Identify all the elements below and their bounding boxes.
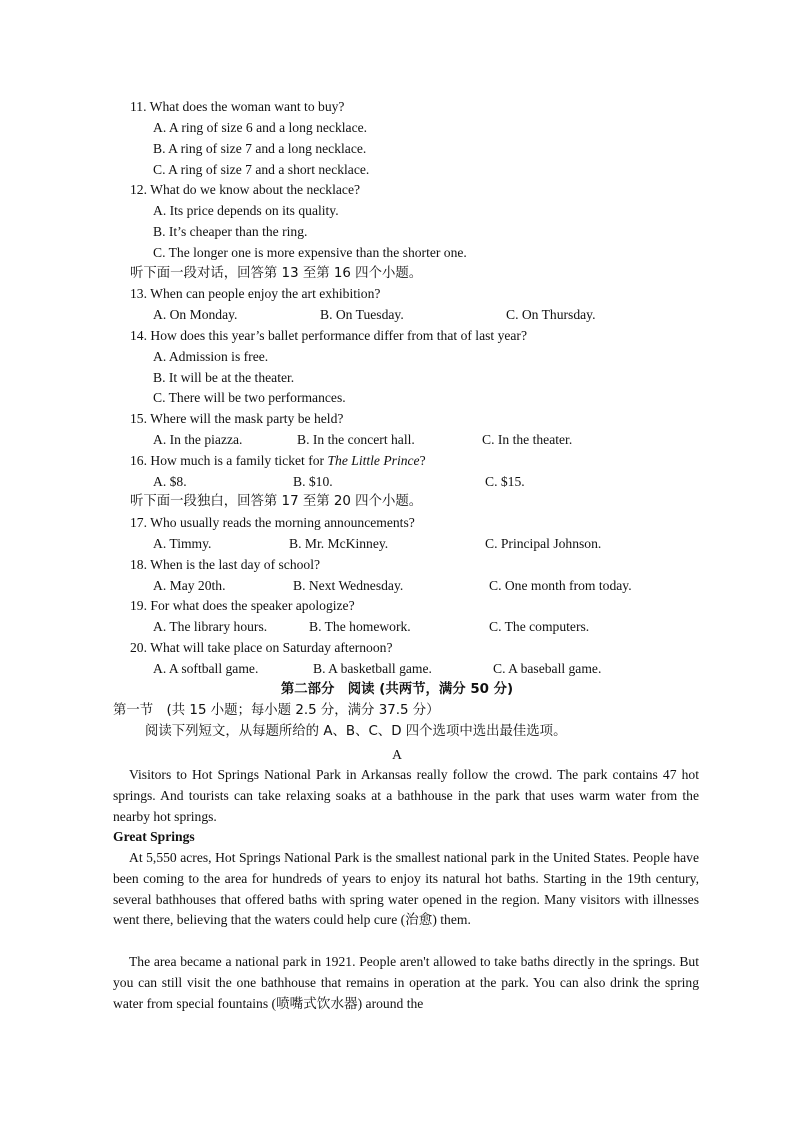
section1-header: 第一节 (共 15 小题；每小题 2.5 分，满分 37.5 分） [113,703,440,718]
question-number: 20. [130,640,147,655]
question-number: 15. [130,411,147,426]
question-stem: How does this year’s ballet performance differ from that of last year? [150,328,527,343]
question-16 [130,451,426,471]
option-16c: C. $15. [485,474,525,489]
question-stem: What will take place on Saturday afternoon? [150,640,393,655]
question-20 [130,638,392,658]
option-15b: B. In the concert hall. [297,432,415,447]
question-stem: For what does the speaker apologize? [150,598,355,613]
option-14a: A. Admission is free. [153,349,269,364]
question-title-italic: The Little Prince [327,453,420,468]
option-14b: B. It will be at the theater. [153,370,295,385]
option-14c: C. There will be two performances. [153,390,346,405]
option-12c: C. The longer one is more expensive than the shorter one. [153,245,467,260]
option-12a: A. Its price depends on its quality. [153,203,339,218]
option-15c: C. In the theater. [482,432,573,447]
option-19c: C. The computers. [489,619,590,634]
question-number: 17. [130,515,147,530]
option-18b: B. Next Wednesday. [293,578,404,593]
question-stem: How much is a family ticket for [150,453,328,468]
question-12 [130,180,360,200]
part2-title: 第二部分 阅读 (共两节，满分 50 分) [280,682,514,697]
question-number: 13. [130,286,147,301]
question-number: 16. [130,453,147,468]
option-13c: C. On Thursday. [506,307,596,322]
option-15a: A. In the piazza. [153,432,243,447]
option-19b: B. The homework. [309,619,411,634]
question-13 [130,284,380,304]
question-stem: When can people enjoy the art exhibition? [150,286,381,301]
option-12b: B. It’s cheaper than the ring. [153,224,308,239]
instruction-monologue: 听下面一段独白，回答第 17 至第 20 四个小题。 [130,494,423,509]
question-stem: What do we know about the necklace? [150,182,361,197]
question-stem-end: ? [419,453,426,468]
question-14 [130,326,527,346]
option-11a: A. A ring of size 6 and a long necklace. [153,120,368,135]
question-number: 11. [130,99,147,114]
question-17 [130,513,415,533]
option-19a: A. The library hours. [153,619,268,634]
reading-direction: 阅读下列短文，从每题所给的 A、B、C、D 四个选项中选出最佳选项。 [145,724,567,739]
option-16b: B. $10. [293,474,333,489]
question-number: 18. [130,557,147,572]
passage-paragraph-2 [113,848,699,931]
passage-paragraph-3 [113,952,699,1014]
option-17a: A. Timmy. [153,536,212,551]
instruction-dialogue: 听下面一段对话，回答第 13 至第 16 四个小题。 [130,266,423,281]
option-18c: C. One month from today. [489,578,632,593]
question-number: 14. [130,328,147,343]
option-16a: A. $8. [153,474,187,489]
passage-paragraph-1 [113,765,699,827]
paragraph-text: Visitors to Hot Springs National Park in Arkansas really follow the crowd. The park contains 47 hot springs. And tourists can take relaxing soaks at a bathhouse in the park that uses warm water from the nearby hot springs. [113,767,699,824]
question-stem: When is the last day of school? [150,557,321,572]
option-13a: A. On Monday. [153,307,238,322]
question-stem: Who usually reads the morning announcements? [150,515,415,530]
option-11b: B. A ring of size 7 and a long necklace. [153,141,367,156]
option-18a: A. May 20th. [153,578,226,593]
option-20a: A. A softball game. [153,661,259,676]
question-number: 12. [130,182,147,197]
option-20c: C. A baseball game. [493,661,602,676]
option-17c: C. Principal Johnson. [485,536,602,551]
option-13b: B. On Tuesday. [320,307,404,322]
question-stem: Where will the mask party be held? [150,411,344,426]
question-stem: What does the woman want to buy? [149,99,345,114]
passage-label: A [392,747,402,762]
option-11c: C. A ring of size 7 and a short necklace. [153,162,370,177]
paragraph-text: At 5,550 acres, Hot Springs National Park is the smallest national park in the United States. People have been coming to the area for hundreds of years to enjoy its natural hot baths. Starting in the 19th century, several bathhouses that offered baths with spring water opened in the region. Many visitors with illnesses went there, believing that the waters could help cure (治愈) them. [113,850,699,928]
paragraph-text: The area became a national park in 1921. People aren't allowed to take baths directly in the springs. But you can still visit the one bathhouse that remains in operation at the park. You can also drink the spring water from special fountains (喷嘴式饮水器) around the [113,954,699,1011]
question-number: 19. [130,598,147,613]
option-17b: B. Mr. McKinney. [289,536,389,551]
question-15 [130,409,343,429]
question-19 [130,596,355,616]
passage-heading: Great Springs [113,829,195,844]
option-20b: B. A basketball game. [313,661,432,676]
question-18 [130,555,320,575]
question-11 [130,97,344,117]
